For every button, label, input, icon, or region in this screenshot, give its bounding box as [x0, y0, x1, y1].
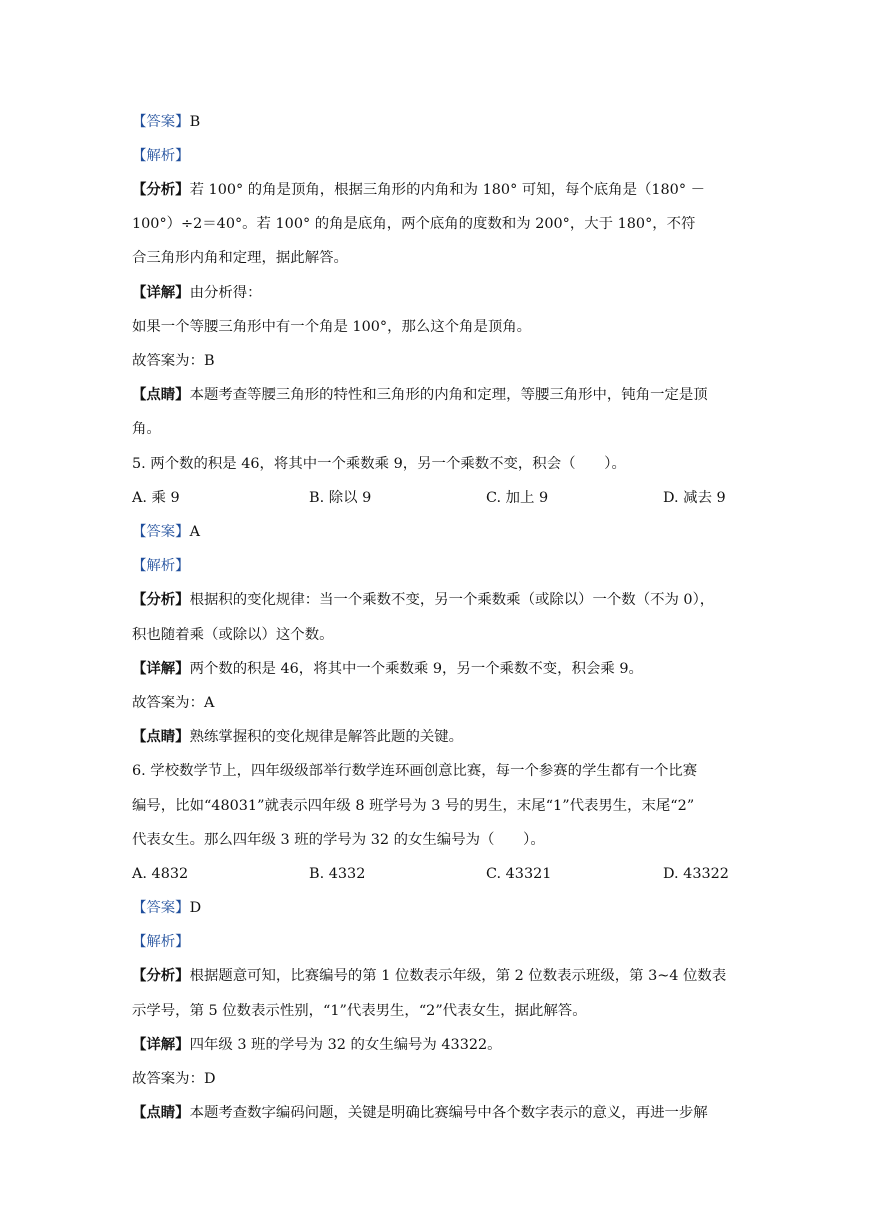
answer-tag: 【答案】 — [132, 524, 190, 540]
dianjing-tag: 【点睛】 — [132, 1104, 190, 1121]
xiangjie-tag: 【详解】 — [132, 1036, 190, 1053]
answer-value: A — [189, 524, 200, 540]
xiangjie-text: 两个数的积是 46，将其中一个乘数乘 9，另一个乘数不变，积会乘 9。 — [189, 661, 643, 677]
fenxi-text: 根据积的变化规律：当一个乘数不变，另一个乘数乘（或除以）一个数（不为 0）， — [189, 592, 715, 608]
q5-option-c: C. 加上 9 — [486, 490, 549, 506]
q5-analysis-line — [132, 556, 742, 576]
dianjing-tag: 【点睛】 — [132, 386, 190, 403]
q6-xiangjie-line — [132, 1035, 742, 1055]
q6-fenxi-line-1 — [132, 966, 742, 986]
q6-final-answer: 故答案为：D — [132, 1071, 216, 1087]
fenxi-text: 根据题意可知，比赛编号的第 1 位数表示年级，第 2 位数表示班级，第 3~4 位数表 — [189, 968, 727, 984]
q5-question: 5. 两个数的积是 46，将其中一个乘数乘 9，另一个乘数不变，积会（ ）。 — [132, 456, 626, 472]
xiangjie-text: 四年级 3 班的学号为 32 的女生编号为 43322。 — [189, 1037, 502, 1053]
q4-answer-line — [132, 112, 742, 132]
q5-dianjing-line — [132, 727, 742, 747]
fenxi-tag: 【分析】 — [132, 181, 190, 198]
q5-option-d: D. 减去 9 — [663, 490, 726, 506]
fenxi-tag: 【分析】 — [132, 967, 190, 984]
q4-xiangjie-line-1 — [132, 283, 742, 303]
q5-option-b: B. 除以 9 — [309, 490, 372, 506]
xiangjie-tag: 【详解】 — [132, 284, 190, 301]
q4-dianjing-line-1 — [132, 385, 742, 405]
q6-question-line-1: 6. 学校数学节上，四年级级部举行数学连环画创意比赛，每一个参赛的学生都有一个比赛 — [132, 763, 698, 779]
xiangjie-tag: 【详解】 — [132, 660, 190, 677]
q6-question-line-2: 编号，比如“48031”就表示四年级 8 班学号为 3 号的男生，末尾“1”代表男生，末尾“2” — [132, 798, 695, 814]
q4-fenxi-line-3: 合三角形内角和定理，据此解答。 — [132, 250, 348, 266]
q6-question-line-3: 代表女生。那么四年级 3 班的学号为 32 的女生编号为（ ）。 — [132, 832, 545, 848]
q5-fenxi-line-2: 积也随着乘（或除以）这个数。 — [132, 627, 334, 643]
analysis-tag: 【解析】 — [132, 148, 190, 164]
q6-fenxi-line-2: 示学号，第 5 位数表示性别，“1”代表男生，“2”代表女生，据此解答。 — [132, 1003, 587, 1019]
q6-answer-line — [132, 898, 742, 918]
q5-final-answer: 故答案为：A — [132, 695, 215, 711]
q4-analysis-line — [132, 146, 742, 166]
q5-answer-line — [132, 522, 742, 542]
q4-final-answer: 故答案为：B — [132, 353, 215, 369]
q5-option-a: A. 乘 9 — [132, 490, 180, 506]
dianjing-text: 熟练掌握积的变化规律是解答此题的关键。 — [189, 729, 464, 745]
q6-option-c: C. 43321 — [486, 866, 552, 882]
answer-value: B — [189, 114, 201, 130]
answer-value: D — [189, 900, 202, 916]
q6-option-d: D. 43322 — [663, 866, 729, 882]
q4-xiangjie-line-2: 如果一个等腰三角形中有一个角是 100°，那么这个角是顶角。 — [132, 319, 532, 335]
q5-xiangjie-line — [132, 659, 742, 679]
dianjing-text: 本题考查数字编码问题，关键是明确比赛编号中各个数字表示的意义，再进一步解 — [189, 1105, 708, 1121]
analysis-tag: 【解析】 — [132, 558, 190, 574]
answer-tag: 【答案】 — [132, 900, 190, 916]
dianjing-text: 本题考查等腰三角形的特性和三角形的内角和定理，等腰三角形中，钝角一定是顶 — [189, 387, 708, 403]
q6-option-b: B. 4332 — [309, 866, 366, 882]
q4-fenxi-line-1 — [132, 180, 742, 200]
fenxi-text: 若 100° 的角是顶角，根据三角形的内角和为 180° 可知，每个底角是（180° － — [189, 182, 705, 198]
answer-tag: 【答案】 — [132, 114, 190, 130]
q6-option-a: A. 4832 — [132, 866, 189, 882]
q4-fenxi-line-2: 100°）÷2＝40°。若 100° 的角是底角，两个底角的度数和为 200°，大于 180°，不符 — [132, 216, 696, 232]
q5-fenxi-line-1 — [132, 590, 742, 610]
q4-dianjing-line-2: 角。 — [132, 421, 161, 437]
q6-analysis-line — [132, 932, 742, 952]
dianjing-tag: 【点睛】 — [132, 728, 190, 745]
fenxi-tag: 【分析】 — [132, 591, 190, 608]
xiangjie-text: 由分析得： — [189, 285, 262, 301]
q6-dianjing-line — [132, 1103, 742, 1123]
analysis-tag: 【解析】 — [132, 934, 190, 950]
